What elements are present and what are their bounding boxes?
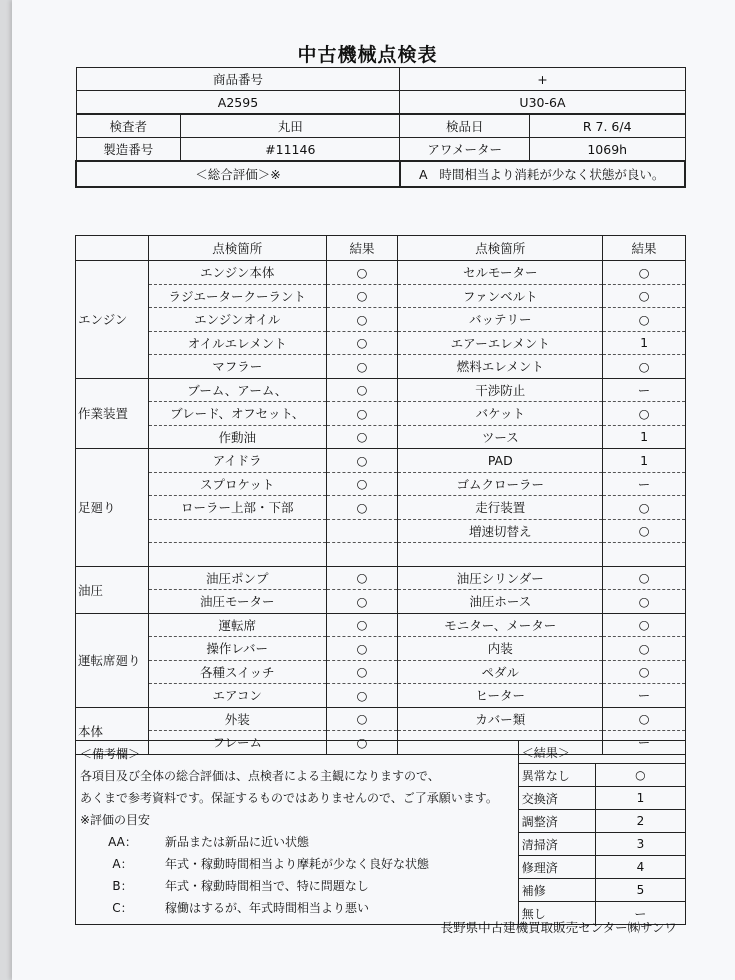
result-right: ○ [603,566,686,590]
result-left: ○ [326,613,398,637]
remarks-section [76,741,519,925]
result-right: ○ [603,519,686,543]
inspection-row [76,519,686,543]
result-left: ○ [326,449,398,473]
inspection-row [76,449,686,473]
result-right: ○ [603,613,686,637]
header-blank [76,236,149,261]
result-right: ○ [603,660,686,684]
item-left: 油圧モーター [148,590,326,614]
inspection-table [75,235,686,755]
item-right: ゴムクローラー [398,472,603,496]
overall-value [400,161,685,187]
item-left: スプロケット [148,472,326,496]
legend-key: 調整済 [518,810,595,833]
result-right: ○ [603,284,686,308]
item-left: マフラー [148,355,326,379]
result-left: ○ [326,684,398,708]
item-left: エンジン本体 [148,261,326,285]
remarks-line-2: あくまで参考資料です。保証するものではありませんので、ご了承願います。 [80,791,498,805]
result-right: ○ [603,402,686,426]
inspection-row [76,684,686,708]
result-left [326,519,398,543]
item-right: 干渉防止 [398,378,603,402]
result-left: ○ [326,660,398,684]
item-left: オイルエレメント [148,331,326,355]
overall-label: ＜総合評価＞※ [76,161,400,187]
item-left [148,519,326,543]
item-left: アイドラ [148,449,326,473]
hour-meter-label: アワメーター [400,138,530,162]
inspection-row [76,308,686,332]
remarks-table [75,740,686,925]
item-right: PAD [398,449,603,473]
model-value: U30-6A [400,91,685,115]
result-left: ○ [326,378,398,402]
item-right: 内装 [398,637,603,661]
result-right: ○ [603,261,686,285]
result-right: ー [603,684,686,708]
inspection-row [76,472,686,496]
inspection-row [76,543,686,567]
inspect-date-label: 検品日 [400,114,530,138]
category-label: 油圧 [76,566,149,613]
inspection-row [76,637,686,661]
item-right [398,543,603,567]
item-right: ペダル [398,660,603,684]
inspection-row [76,402,686,426]
legend-value: 3 [595,833,685,856]
inspection-row [76,261,686,285]
guide-item: A： 年式・稼動時間相当より摩耗が少なく良好な状態 [112,857,430,871]
result-right: ○ [603,707,686,731]
item-right: バケット [398,402,603,426]
result-left: ○ [326,355,398,379]
legend-heading: ＜結果＞ [518,741,685,764]
legend-value: 1 [595,787,685,810]
category-label: 運転席廻り [76,613,149,707]
item-left: ブレード、オフセット、 [148,402,326,426]
guide-item: C： 稼働はするが、年式時間相当より悪い [112,901,370,915]
item-left: フレーム [148,731,326,755]
result-left: ○ [326,731,398,755]
item-right: モニター、メーター [398,613,603,637]
result-right: ○ [603,637,686,661]
result-right: ○ [603,590,686,614]
item-left: エアコン [148,684,326,708]
col-point-left: 点検箇所 [148,236,326,261]
item-left: ブーム、アーム、 [148,378,326,402]
result-left: ○ [326,402,398,426]
item-right: エアーエレメント [398,331,603,355]
inspection-row [76,496,686,520]
category-label: 作業装置 [76,378,149,449]
remarks-line-1: 各項目及び全体の総合評価は、点検者による主観になりますので、 [80,769,440,783]
result-right [603,543,686,567]
document-title: 中古機械点検表 [297,44,438,66]
result-left: ○ [326,261,398,285]
legend-value: 2 [595,810,685,833]
result-right: ○ [603,496,686,520]
inspection-row [76,707,686,731]
item-right: カバー類 [398,707,603,731]
item-left: 操作レバー [148,637,326,661]
item-right: ヒーター [398,684,603,708]
guide-item: B： 年式・稼動時間相当で、特に問題なし [112,879,369,893]
category-label: エンジン [76,261,149,379]
item-right: 燃料エレメント [398,355,603,379]
item-left: 外装 [148,707,326,731]
inspection-row [76,590,686,614]
inspection-row [76,425,686,449]
inspection-row [76,355,686,379]
legend-key: 異常なし [518,764,595,787]
legend-key: 交換済 [518,787,595,810]
legend-value: 5 [595,879,685,902]
guide-item: AA： 新品または新品に近い状態 [108,835,310,849]
result-right: ー [603,731,686,755]
legend-value: ー [595,902,685,925]
legend-value: ○ [595,764,685,787]
legend-key: 修理済 [518,856,595,879]
item-left: 各種スイッチ [148,660,326,684]
result-left: ○ [326,496,398,520]
inspection-row [76,566,686,590]
serial-value: #11146 [181,138,400,162]
remarks-heading: ＜備考欄＞ [80,747,141,761]
result-left: ○ [326,590,398,614]
result-right: 1 [603,331,686,355]
col-point-right: 点検箇所 [398,236,603,261]
result-left: ○ [326,308,398,332]
overall-grade: A [418,167,428,182]
category-label: 本体 [76,707,149,754]
item-left [148,543,326,567]
item-left: エンジンオイル [148,308,326,332]
item-right: 油圧ホース [398,590,603,614]
item-right: 増速切替え [398,519,603,543]
item-right: 走行装置 [398,496,603,520]
result-left: ○ [326,707,398,731]
col-result-right: 結果 [603,236,686,261]
item-right: ツース [398,425,603,449]
product-no-label: 商品番号 [76,68,400,91]
item-left: 運転席 [148,613,326,637]
serial-label: 製造番号 [76,138,181,162]
item-right: ファンベルト [398,284,603,308]
result-left: ○ [326,284,398,308]
result-right: 1 [603,425,686,449]
header-table [75,67,686,188]
legend-key: 無し [518,902,595,925]
product-no-value: A2595 [76,91,400,115]
result-right: ○ [603,308,686,332]
inspector-label: 検査者 [76,114,181,138]
inspect-date-value: R 7. 6/4 [529,114,685,138]
item-right: バッテリー [398,308,603,332]
category-label: 足廻り [76,449,149,567]
result-left: ○ [326,331,398,355]
inspection-row [76,378,686,402]
result-left [326,543,398,567]
guide-heading: ※評価の目安 [80,813,151,827]
inspection-row [76,660,686,684]
company-name: 長野県中古建機買取販売センター㈱サンワ [440,920,677,935]
hour-meter-value: 1069h [529,138,685,162]
result-left: ○ [326,566,398,590]
inspection-row [76,613,686,637]
result-right: ○ [603,355,686,379]
col-result-left: 結果 [326,236,398,261]
result-right: ー [603,378,686,402]
item-right: 油圧シリンダー [398,566,603,590]
item-left: ラジエータークーラント [148,284,326,308]
inspection-row [76,331,686,355]
overall-text: 時間相当より消耗が少なく状態が良い。 [439,167,665,182]
item-right: セルモーター [398,261,603,285]
item-left: 作動油 [148,425,326,449]
legend-value: 4 [595,856,685,879]
item-left: 油圧ポンプ [148,566,326,590]
inspector-value: 丸田 [181,114,400,138]
result-right: 1 [603,449,686,473]
result-left: ○ [326,425,398,449]
result-left: ○ [326,472,398,496]
inspection-row [76,284,686,308]
result-right: ー [603,472,686,496]
legend-key: 清掃済 [518,833,595,856]
result-left: ○ [326,637,398,661]
model-label: + [400,68,685,91]
item-left: ローラー上部・下部 [148,496,326,520]
legend-key: 補修 [518,879,595,902]
